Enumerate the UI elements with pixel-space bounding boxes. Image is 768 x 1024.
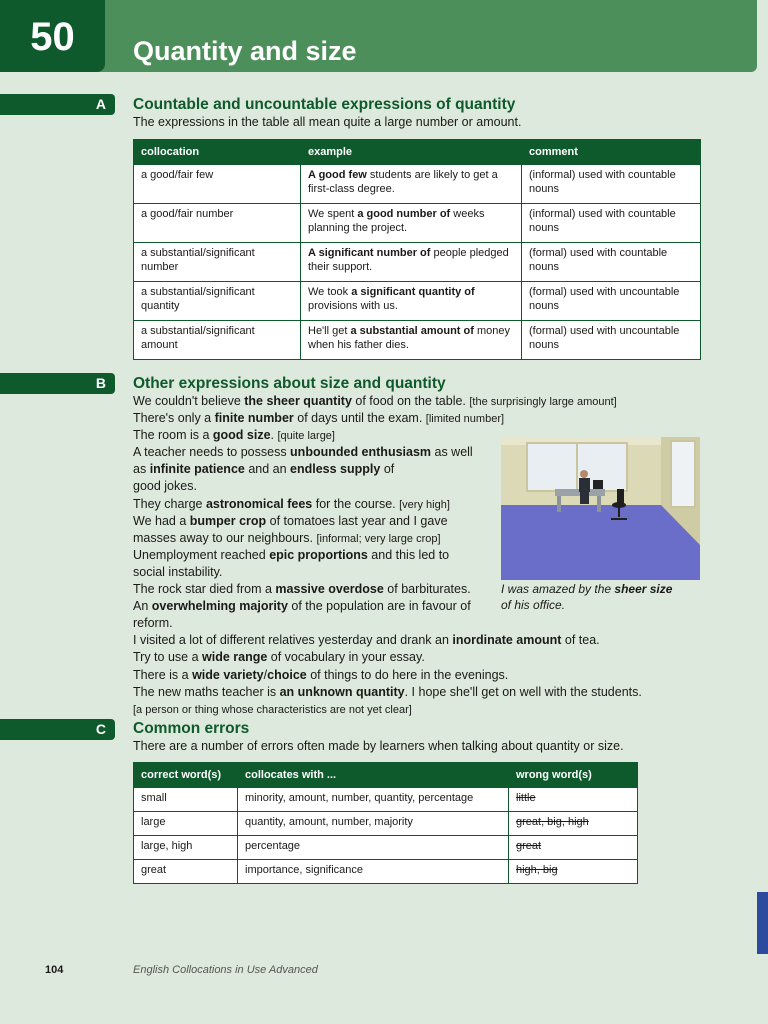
line-text: The room is a xyxy=(133,428,213,443)
line-text: for the course. xyxy=(312,496,400,511)
cell-collocates: percentage xyxy=(238,836,509,860)
line-text: An xyxy=(133,599,152,614)
line-text: of vocabulary in your essay. xyxy=(267,650,425,665)
table-row xyxy=(134,243,701,282)
line-gloss: [very high] xyxy=(399,498,450,511)
cell-collocation: a substantial/significant number xyxy=(134,243,301,282)
example-collocation: a significant quantity of xyxy=(351,286,475,298)
caption-highlight: sheer size xyxy=(614,582,673,596)
column-header-collocates: collocates with ... xyxy=(238,763,509,788)
line-text: of days until the exam. xyxy=(293,411,426,426)
table-row xyxy=(134,836,638,860)
table-row xyxy=(134,860,638,884)
line-text: of food on the table. xyxy=(351,394,470,408)
cell-collocates: minority, amount, number, quantity, percentage xyxy=(238,788,509,812)
cell-comment: (informal) used with countable nouns xyxy=(522,165,701,204)
example-line xyxy=(133,632,713,649)
line-collocation: overwhelming majority xyxy=(151,599,288,614)
line-text: and this led to xyxy=(367,547,450,562)
line-collocation: an unknown quantity xyxy=(279,684,405,699)
office-photo xyxy=(501,437,700,580)
cell-example xyxy=(301,321,522,360)
cell-collocation: a substantial/significant quantity xyxy=(134,282,301,321)
example-text: He'll get xyxy=(308,325,351,337)
line-text: of the population are in favour of xyxy=(287,599,471,614)
wrong-words: great, big, high xyxy=(516,816,589,828)
example-text: students are likely to get a first-class degree. xyxy=(308,169,498,195)
line-collocation: choice xyxy=(267,667,307,682)
line-text: We had a xyxy=(133,513,190,528)
example-line xyxy=(133,701,713,718)
example-text: We spent xyxy=(308,208,358,220)
unit-side-tab xyxy=(757,892,768,954)
line-text: The rock star died from a xyxy=(133,582,276,597)
line-collocation: massive overdose xyxy=(275,582,384,597)
cell-wrong xyxy=(509,788,638,812)
cell-wrong xyxy=(509,812,638,836)
line-collocation: wide variety xyxy=(192,667,264,682)
page-number: 104 xyxy=(45,964,64,976)
line-text: They charge xyxy=(133,496,206,511)
wrong-words: great xyxy=(516,840,542,852)
column-header-wrong: wrong word(s) xyxy=(509,763,638,788)
line-collocation: wide range xyxy=(202,650,268,665)
line-text: I visited a lot of different relatives yesterday and drank an xyxy=(133,633,453,648)
line-text: Try to use a xyxy=(133,650,203,665)
line-collocation: finite number xyxy=(214,411,294,426)
section-c-tab: C xyxy=(0,719,115,740)
cell-comment: (formal) used with uncountable nouns xyxy=(522,282,701,321)
section-a-tab: A xyxy=(0,94,115,115)
cell-collocates: quantity, amount, number, majority xyxy=(238,812,509,836)
collocation-table xyxy=(133,139,701,360)
line-text: We couldn't believe xyxy=(133,394,245,408)
table-row xyxy=(134,282,701,321)
line-collocation: unbounded enthusiasm xyxy=(290,445,432,460)
cell-correct: great xyxy=(134,860,238,884)
unit-header-bar xyxy=(0,0,757,72)
cell-collocation: a substantial/significant amount xyxy=(134,321,301,360)
example-text: money when his father dies. xyxy=(308,325,510,351)
example-line xyxy=(133,649,713,666)
cell-comment: (formal) used with countable nouns xyxy=(522,243,701,282)
example-line xyxy=(133,684,713,701)
example-collocation: A good few xyxy=(308,169,367,181)
line-text: of barbiturates. xyxy=(383,582,471,597)
section-c-intro: There are a number of errors often made by learners when talking about quantity or size. xyxy=(133,739,624,753)
table-row xyxy=(134,204,701,243)
common-errors-table xyxy=(133,762,638,884)
line-text: There's only a xyxy=(133,411,215,426)
book-title: English Collocations in Use Advanced xyxy=(133,964,318,976)
example-collocation: A significant number of xyxy=(308,247,431,259)
line-text: There is a xyxy=(133,667,193,682)
line-text: as well xyxy=(431,445,473,460)
line-text: . xyxy=(270,428,278,443)
example-collocation: a substantial amount of xyxy=(350,325,474,337)
column-header-correct: correct word(s) xyxy=(134,763,238,788)
unit-number: 50 xyxy=(30,14,75,59)
line-text: . I hope she'll get on well with the students. xyxy=(404,684,642,699)
section-a-intro: The expressions in the table all mean quite a large number or amount. xyxy=(133,115,522,129)
line-text: of xyxy=(380,462,395,477)
line-text: social instability. xyxy=(133,564,223,579)
cell-example xyxy=(301,282,522,321)
example-line xyxy=(133,667,713,684)
line-collocation: astronomical fees xyxy=(205,496,313,511)
line-text: / xyxy=(263,667,268,682)
line-text: of things to do here in the evenings. xyxy=(306,667,509,682)
column-header-comment: comment xyxy=(522,140,701,165)
line-text: of tomatoes last year and I gave xyxy=(266,513,448,528)
line-collocation: inordinate amount xyxy=(452,633,562,648)
line-gloss: [a person or thing whose characteristics are not yet clear] xyxy=(133,703,412,716)
line-collocation: bumper crop xyxy=(189,513,267,528)
unit-number-box xyxy=(0,0,105,72)
section-c-title: Common errors xyxy=(133,720,250,737)
line-collocation: endless supply xyxy=(290,462,381,477)
example-line xyxy=(133,615,713,632)
line-collocation: good size xyxy=(212,428,271,443)
cell-collocates: importance, significance xyxy=(238,860,509,884)
cell-comment: (formal) used with uncountable nouns xyxy=(522,321,701,360)
cell-example xyxy=(301,204,522,243)
example-text: We took xyxy=(308,286,352,298)
cell-example xyxy=(301,243,522,282)
cell-collocation: a good/fair number xyxy=(134,204,301,243)
line-text: The new maths teacher is xyxy=(133,684,280,699)
table-row xyxy=(134,812,638,836)
line-text: and an xyxy=(244,462,291,477)
table-row xyxy=(134,788,638,812)
line-text: A teacher needs to possess xyxy=(133,445,291,460)
line-gloss: [informal; very large crop] xyxy=(316,532,441,545)
cell-wrong xyxy=(509,860,638,884)
line-text: of tea. xyxy=(561,633,600,648)
line-gloss: [quite large] xyxy=(277,430,335,443)
cell-correct: large, high xyxy=(134,836,238,860)
line-collocation: epic proportions xyxy=(269,547,368,562)
line-text: masses away to our neighbours. xyxy=(133,530,317,545)
table-row xyxy=(134,165,701,204)
line-collocation: the sheer quantity xyxy=(244,394,352,408)
line-collocation: infinite patience xyxy=(149,462,245,477)
line-text: Unemployment reached xyxy=(133,547,270,562)
caption-text-end: of his office. xyxy=(501,598,566,612)
line-text: as xyxy=(133,462,150,477)
section-b-title: Other expressions about size and quantity xyxy=(133,375,446,392)
cell-collocation: a good/fair few xyxy=(134,165,301,204)
caption-text-start: I was amazed by the xyxy=(501,582,615,596)
column-header-collocation: collocation xyxy=(134,140,301,165)
cell-example xyxy=(301,165,522,204)
cell-wrong xyxy=(509,836,638,860)
line-gloss: [limited number] xyxy=(425,413,505,426)
table-row xyxy=(134,321,701,360)
section-b-tab: B xyxy=(0,373,115,394)
section-a-title: Countable and uncountable expressions of quantity xyxy=(133,96,516,113)
wrong-words: high, big xyxy=(516,864,558,876)
cell-comment: (informal) used with countable nouns xyxy=(522,204,701,243)
line-gloss: [the surprisingly large amount] xyxy=(469,396,617,408)
line-text: good jokes. xyxy=(133,479,197,494)
example-text: people pledged their support. xyxy=(308,247,509,273)
cell-correct: small xyxy=(134,788,238,812)
line-text: reform. xyxy=(133,616,173,631)
example-line xyxy=(133,393,713,410)
cell-correct: large xyxy=(134,812,238,836)
photo-caption xyxy=(501,581,701,613)
example-text: provisions with us. xyxy=(308,300,398,312)
wrong-words: little xyxy=(516,792,536,804)
column-header-example: example xyxy=(301,140,522,165)
example-text: weeks planning the project. xyxy=(308,208,485,234)
example-line xyxy=(133,410,713,427)
unit-title: Quantity and size xyxy=(133,36,357,66)
example-collocation: a good number of xyxy=(357,208,451,220)
